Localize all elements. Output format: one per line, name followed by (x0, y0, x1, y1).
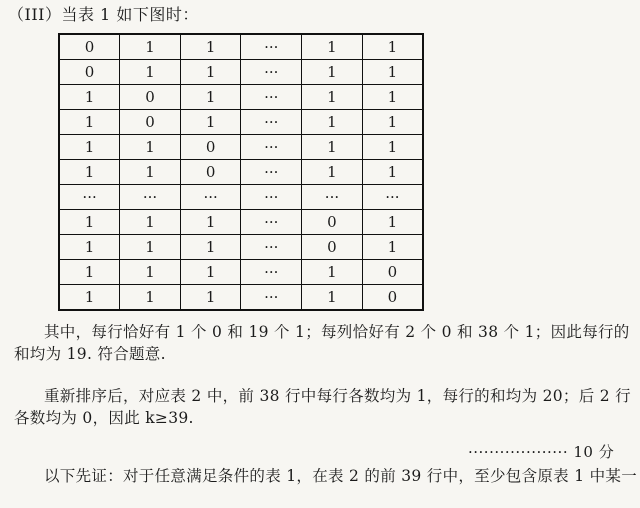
table-cell: 1 (180, 235, 241, 260)
table-cell: 1 (362, 60, 423, 85)
table-cell: 0 (120, 110, 181, 135)
table-cell: ··· (241, 85, 302, 110)
matrix-table-body (59, 34, 423, 310)
table-cell: 1 (302, 85, 363, 110)
table-cell: 0 (180, 160, 241, 185)
table-cell: 1 (302, 110, 363, 135)
table-cell: 1 (120, 210, 181, 235)
table-cell: 0 (59, 34, 120, 60)
table-cell: ··· (241, 185, 302, 210)
table-cell: ··· (241, 260, 302, 285)
table-cell: 0 (180, 135, 241, 160)
table-cell: 1 (59, 210, 120, 235)
table-cell: 0 (120, 85, 181, 110)
table-cell: 1 (120, 285, 181, 311)
table-row (59, 160, 423, 185)
table-cell: 1 (59, 85, 120, 110)
table-cell: 1 (362, 34, 423, 60)
section-header: （III）当表 1 如下图时： (8, 5, 199, 24)
table-cell: 1 (362, 160, 423, 185)
table-row (59, 260, 423, 285)
table-cell: 0 (59, 60, 120, 85)
table-cell: 1 (180, 285, 241, 311)
table-cell: 1 (302, 260, 363, 285)
matrix-table (58, 33, 424, 311)
table-cell: ··· (241, 34, 302, 60)
table-row (59, 34, 423, 60)
table-cell: 1 (362, 135, 423, 160)
table-cell: 1 (362, 110, 423, 135)
explanation-paragraph-3: 以下先证：对于任意满足条件的表 1，在表 2 的前 39 行中，至少包含原表 1 中某一 (44, 467, 637, 485)
table-cell: 1 (362, 235, 423, 260)
table-cell: ··· (302, 185, 363, 210)
table-cell: 1 (120, 260, 181, 285)
table-row (59, 235, 423, 260)
table-cell: 1 (362, 85, 423, 110)
table-cell: 0 (302, 235, 363, 260)
table-cell: 0 (302, 210, 363, 235)
table-cell: 1 (180, 210, 241, 235)
table-cell: ··· (241, 235, 302, 260)
table-cell: 1 (302, 135, 363, 160)
table-cell: 1 (180, 260, 241, 285)
table-cell: 1 (59, 235, 120, 260)
table-cell: 1 (120, 160, 181, 185)
table-cell: ··· (120, 185, 181, 210)
table-cell: 1 (59, 160, 120, 185)
table-cell: ··· (241, 210, 302, 235)
table-row (59, 210, 423, 235)
table-row (59, 60, 423, 85)
table-cell: ··· (241, 110, 302, 135)
table-cell: ··· (180, 185, 241, 210)
score-marker: ··················· 10 分 (468, 443, 615, 461)
table-cell: 1 (302, 160, 363, 185)
table-cell: 1 (59, 285, 120, 311)
table-cell: 1 (180, 85, 241, 110)
table-cell: 1 (180, 34, 241, 60)
table-cell: 1 (302, 34, 363, 60)
table-cell: ··· (241, 60, 302, 85)
table-cell: 0 (362, 285, 423, 311)
table-cell: 1 (120, 135, 181, 160)
table-cell: 1 (59, 135, 120, 160)
table-cell: 1 (120, 34, 181, 60)
table-cell: 0 (362, 260, 423, 285)
table-cell: ··· (241, 160, 302, 185)
table-cell: 1 (362, 210, 423, 235)
table-cell: 1 (302, 60, 363, 85)
table-row (59, 110, 423, 135)
table-cell: ··· (241, 285, 302, 311)
table-cell: ··· (59, 185, 120, 210)
table-row (59, 85, 423, 110)
table-cell: ··· (362, 185, 423, 210)
table-cell: 1 (180, 110, 241, 135)
table-cell: 1 (120, 60, 181, 85)
table-cell: 1 (59, 260, 120, 285)
table-cell: 1 (120, 235, 181, 260)
explanation-paragraph-1: 其中，每行恰好有 1 个 0 和 19 个 1；每列恰好有 2 个 0 和 38 个 1；因此每行的和均为 19. 符合题意. (14, 323, 630, 363)
explanation-paragraph-2: 重新排序后，对应表 2 中，前 38 行中每行各数均为 1，每行的和均为 20；后 2 行各数均为 0，因此 k≥39. (14, 387, 631, 427)
table-row (59, 285, 423, 311)
table-cell: 1 (180, 60, 241, 85)
table-cell: ··· (241, 135, 302, 160)
table-row (59, 135, 423, 160)
table-cell: 1 (59, 110, 120, 135)
table-row (59, 185, 423, 210)
table-cell: 1 (302, 285, 363, 311)
